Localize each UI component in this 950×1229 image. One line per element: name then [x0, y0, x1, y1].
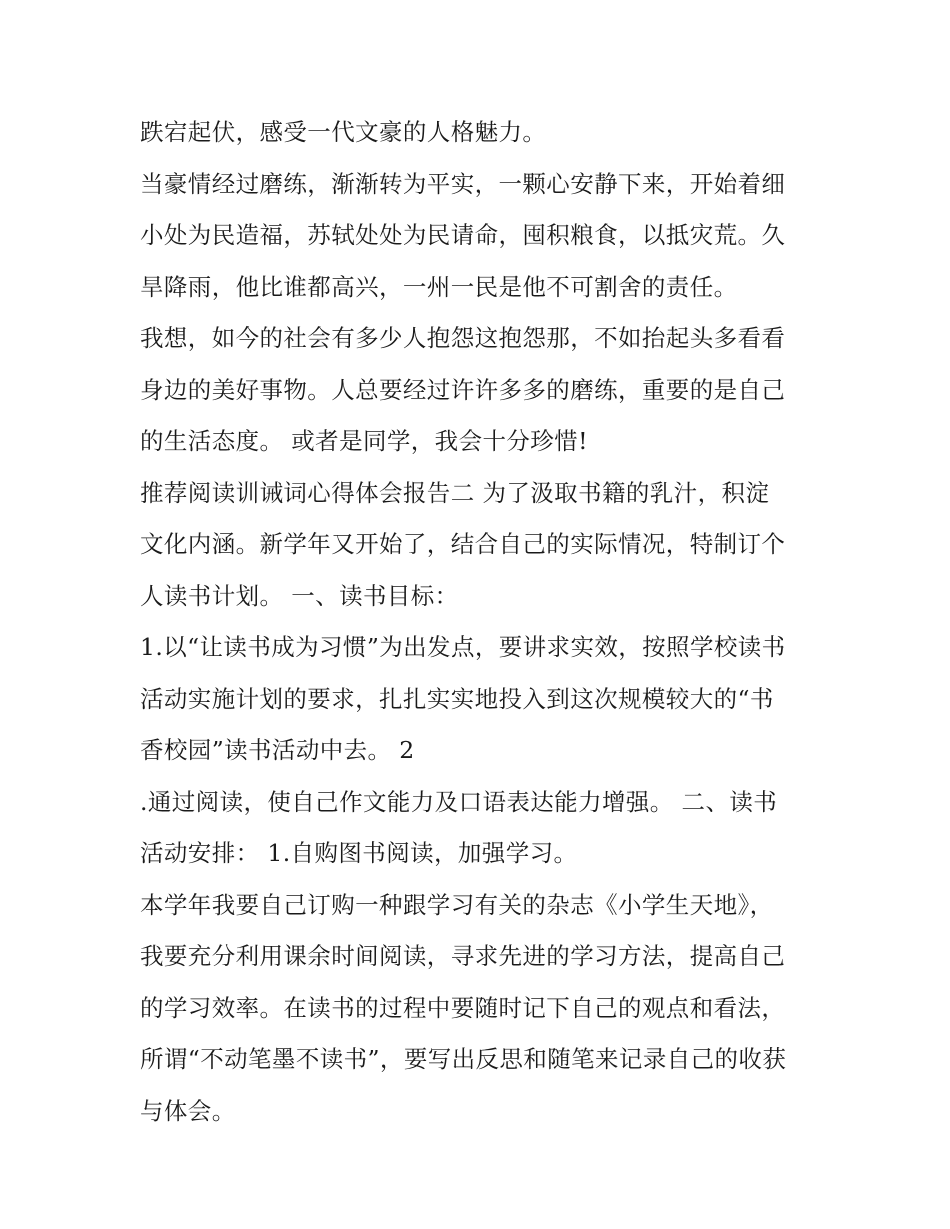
text-line: 1.以“让读书成为习惯”为出发点，要讲求实效，按照学校读书	[140, 633, 786, 661]
text-line: 文化内涵。新学年又开始了，结合自己的实际情况，特制订个	[140, 530, 786, 558]
text-line: 旱降雨，他比谁都高兴，一州一民是他不可割舍的责任。	[140, 272, 738, 301]
text-line: 所谓“不动笔墨不读书”，要写出反思和随笔来记录自己的收获	[140, 1045, 787, 1073]
text-line: 当豪情经过磨练，渐渐转为平实，一颗心安静下来，开始着细	[140, 169, 786, 198]
text-line: 我想，如今的社会有多少人抱怨这抱怨那，不如抬起头多看看	[140, 324, 786, 352]
text-line: 人读书计划。 一、读书目标：	[140, 581, 459, 610]
text-line: 推荐阅读训诫词心得体会报告二 为了汲取书籍的乳汁，积淀	[140, 478, 770, 507]
text-line: 身边的美好事物。人总要经过许许多多的磨练，重要的是自己	[140, 375, 786, 404]
text-line: .通过阅读，使自己作文能力及口语表达能力增强。 二、读书	[140, 787, 778, 816]
text-line: 我要充分利用课余时间阅读，寻求先进的学习方法，提高自己	[140, 942, 786, 970]
text-line: 本学年我要自己订购一种跟学习有关的杂志《小学生天地》，	[140, 890, 774, 919]
text-line: 小处为民造福，苏轼处处为民请命，囤积粮食，以抵灾荒。久	[140, 221, 786, 249]
text-line: 香校园”读书活动中去。 2	[140, 736, 415, 764]
text-line: 的生活态度。 或者是同学，我会十分珍惜!	[140, 427, 588, 455]
text-line: 跌宕起伏，感受一代文豪的人格魅力。	[140, 118, 547, 146]
text-line: 活动安排： 1.自购图书阅读，加强学习。	[140, 839, 578, 867]
text-line: 与体会。	[140, 1096, 236, 1125]
text-line: 活动实施计划的要求，扎扎实实地投入到这次规模较大的“书	[140, 684, 774, 713]
text-line: 的学习效率。在读书的过程中要随时记下自己的观点和看法，	[140, 993, 786, 1022]
document-body	[140, 107, 830, 1137]
